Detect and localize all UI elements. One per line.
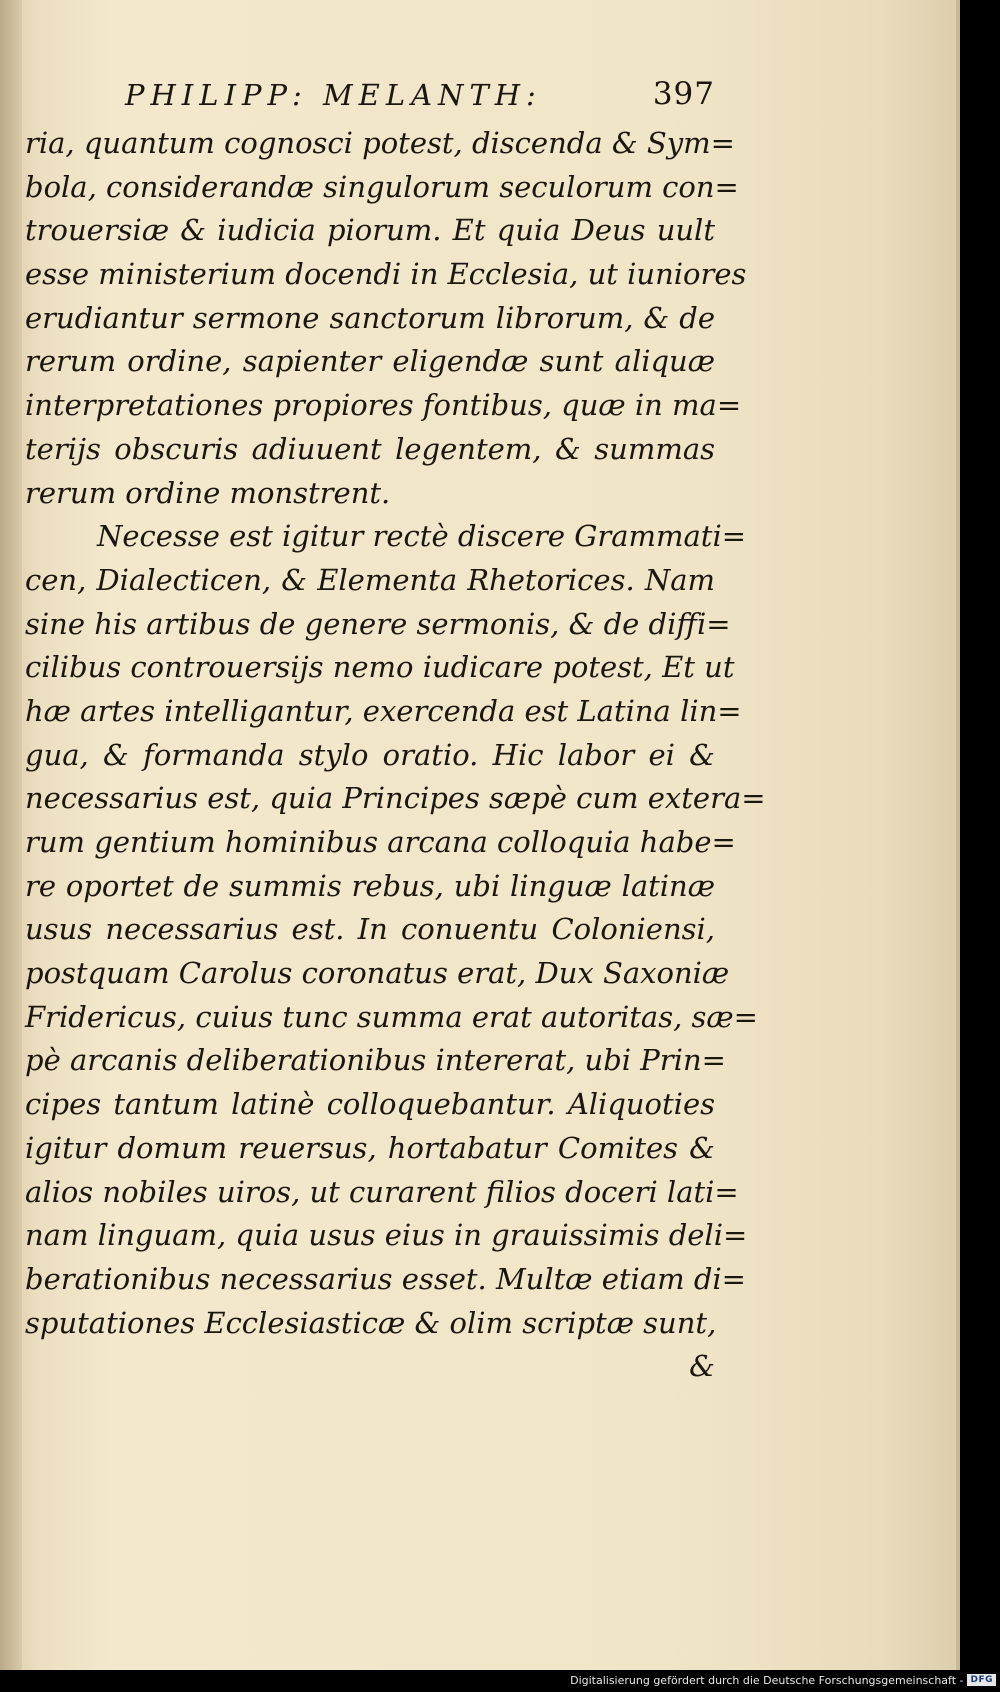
text-line: Necesse est igitur rectè discere Grammati= [97,519,747,554]
text-line: sputationes Ecclesiasticæ & olim scriptæ sunt, [25,1305,717,1340]
text-line: esse ministerium docendi in Ecclesia, ut iuniores [25,257,747,292]
text-line: sine his artibus de genere sermonis, & de diffi= [25,606,731,641]
text-line: cipes tantum latinè colloquebantur. Aliquoties [25,1087,715,1122]
text-line: bola, considerandæ singulorum seculorum con= [25,169,739,204]
text-line: pè arcanis deliberationibus intererat, ubi Prin= [25,1043,726,1078]
text-line: hæ artes intelligantur, exercenda est Latina lin= [25,693,742,728]
text-line: necessarius est, quia Principes sæpè cum extera= [25,781,766,816]
text-line: re oportet de summis rebus, ubi linguæ latinæ [25,868,715,903]
text-line: rerum ordine, sapienter eligendæ sunt aliquæ [25,344,715,379]
text-line: nam linguam, quia usus eius in grauissimis deli= [25,1218,748,1253]
text-line: erudiantur sermone sanctorum librorum, & de [25,300,715,335]
digitization-credit [570,1670,996,1690]
text-line: berationibus necessarius esset. Multæ etiam di= [25,1261,746,1296]
text-line: cilibus controuersijs nemo iudicare potest, Et ut [25,650,735,685]
text-line: alios nobiles uiros, ut curarent filios doceri lati= [25,1174,739,1209]
text-line: usus necessarius est. In conuentu Coloniensi, [25,912,715,947]
text-line: rum gentium hominibus arcana colloquia habe= [25,825,736,859]
catchword: & [689,1349,715,1384]
text-line: terijs obscuris adiuuent legentem, & summas [25,431,715,466]
text-line: Fridericus, cuius tunc summa erat autoritas, sæ= [25,999,758,1034]
text-line: postquam Carolus coronatus erat, Dux Saxoniæ [25,956,730,991]
text-line: igitur domum reuersus, hortabatur Comites & [25,1130,715,1165]
text-line: cen, Dialecticen, & Elementa Rhetorices. Nam [25,562,715,597]
page-number: 397 [652,76,715,112]
text-line: gua, & formanda stylo oratio. Hic labor ei & [25,737,715,772]
text-line: ria, quantum cognosci potest, discenda & Sym= [25,126,735,160]
text-line: trouersiæ & iudicia piorum. Et quia Deus uult [25,213,715,248]
credit-text: Digitalisierung gefördert durch die Deutsche Forschungsgemeinschaft - [570,1673,964,1687]
running-head [25,70,715,122]
running-head-title: PHILIPP: MELANTH: [125,78,542,112]
dfg-logo-icon: DFG [967,1674,996,1686]
text-line: interpretationes propiores fontibus, quæ in ma= [25,388,742,423]
text-line: rerum ordine monstrent. [25,475,391,510]
text-block [25,70,766,1389]
